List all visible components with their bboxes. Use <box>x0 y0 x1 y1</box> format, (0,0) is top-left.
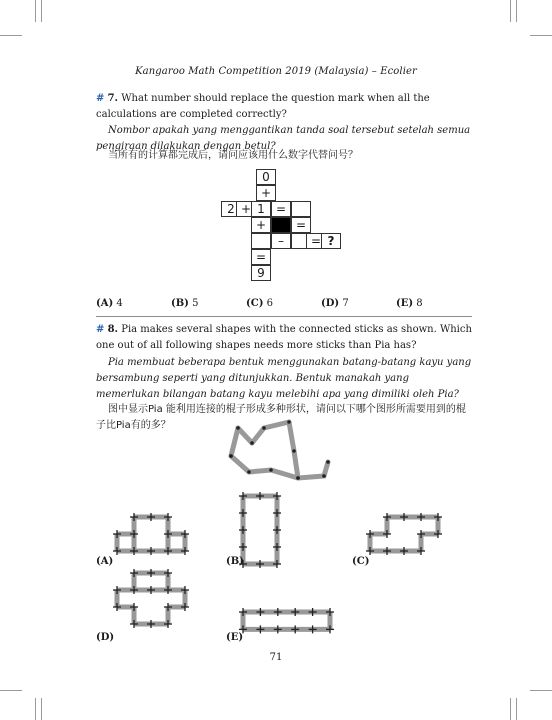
puzzle-cell-equals: = <box>291 217 311 233</box>
pia-joint <box>229 454 233 458</box>
puzzle-cell-blank <box>291 201 311 217</box>
q8-option-b[interactable]: (B) <box>226 556 244 567</box>
pia-joint <box>229 454 233 458</box>
pia-joint <box>296 476 300 480</box>
puzzle-cell-plus: + <box>236 201 256 217</box>
q8-malay: Pia membuat beberapa bentuk menggunakan batang-batang kayu yang bersambung seperti yang ditunjukkan. Bentuk manakah yang memerlukan bilangan batang kayu melebihi apa yang dimiliki oleh Pia? <box>96 357 472 400</box>
q7-option-b[interactable]: (B) 5 <box>171 298 199 309</box>
pia-joint <box>269 468 273 472</box>
puzzle-cell-equals: = <box>271 201 291 217</box>
q8-hash: # <box>96 324 105 335</box>
puzzle-cell-question: ? <box>321 233 341 249</box>
puzzle-cell-0: 0 <box>256 169 276 185</box>
puzzle-cell-1: 1 <box>251 201 271 217</box>
crop-mark <box>530 690 552 691</box>
pia-stick <box>249 470 271 472</box>
puzzle-cell-blank <box>251 233 271 249</box>
q8-option-e[interactable]: (E) <box>226 632 244 643</box>
q8-chinese: 图中显示Pia 能利用连接的棍子形成多种形状，请问以下哪个图形所需要用到的棍子比Pia有的多？ <box>96 404 466 431</box>
crop-mark <box>35 698 36 720</box>
q8-number: 8. <box>107 324 119 335</box>
crop-mark <box>41 0 42 22</box>
page-number: 71 <box>269 652 283 663</box>
crop-mark <box>530 35 552 36</box>
q7-malay: Nombor apakah yang menggantikan tanda soal tersebut setelah semua pengiraan dilakukan dengan betul? <box>96 125 471 152</box>
puzzle-cell-black <box>271 217 291 233</box>
puzzle-cell-equals: = <box>306 233 326 249</box>
pia-joint <box>250 441 254 445</box>
crop-mark <box>41 698 42 720</box>
pia-joint <box>292 449 296 453</box>
pia-joint <box>296 476 300 480</box>
q8-english <box>96 322 472 354</box>
puzzle-cell-equals: = <box>251 249 271 265</box>
pia-joint <box>322 474 326 478</box>
pia-joint <box>326 460 330 464</box>
puzzle-cell-2: 2 <box>221 201 241 217</box>
crop-mark <box>35 0 36 22</box>
crop-mark <box>516 698 517 720</box>
crop-mark <box>510 0 511 22</box>
q8-option-c[interactable]: (C) <box>352 556 370 567</box>
crop-mark <box>510 698 511 720</box>
q8-option-d[interactable]: (D) <box>96 632 115 643</box>
pia-stick <box>298 476 324 478</box>
q7-number: 7. <box>107 93 119 104</box>
crop-mark <box>516 0 517 22</box>
q7-option-a[interactable]: (A) 4 <box>96 298 123 309</box>
crop-mark <box>0 35 22 36</box>
q8-option-a[interactable]: (A) <box>96 556 114 567</box>
puzzle-cell-plus: + <box>251 217 271 233</box>
q7-hash: # <box>96 93 105 104</box>
q7-option-d[interactable]: (D) 7 <box>321 298 349 309</box>
q8-english-text: Pia makes several shapes with the connected sticks as shown. Which one out of all following shapes needs more sticks than Pia has? <box>96 324 472 351</box>
puzzle-cell-plus: + <box>256 185 276 201</box>
pia-joint <box>247 470 251 474</box>
q7-chinese: 当所有的计算都完成后，请问应该用什么数字代替问号？ <box>108 150 358 161</box>
q7-option-c[interactable]: (C) 6 <box>246 298 273 309</box>
q7-option-e[interactable]: (E) 8 <box>396 298 423 309</box>
pia-stick <box>231 456 249 472</box>
pia-stick <box>271 470 298 478</box>
page-header: Kangaroo Math Competition 2019 (Malaysia) – Ecolier <box>135 66 417 77</box>
question-separator <box>96 316 472 317</box>
q7-english-text: What number should replace the question mark when all the calculations are completed correctly? <box>96 93 430 120</box>
pia-stick <box>294 451 298 478</box>
puzzle-cell-9: 9 <box>251 265 271 281</box>
q7-english <box>96 91 472 123</box>
puzzle-cell-minus: – <box>271 233 291 249</box>
pia-stick <box>324 462 328 476</box>
crop-mark <box>0 690 22 691</box>
